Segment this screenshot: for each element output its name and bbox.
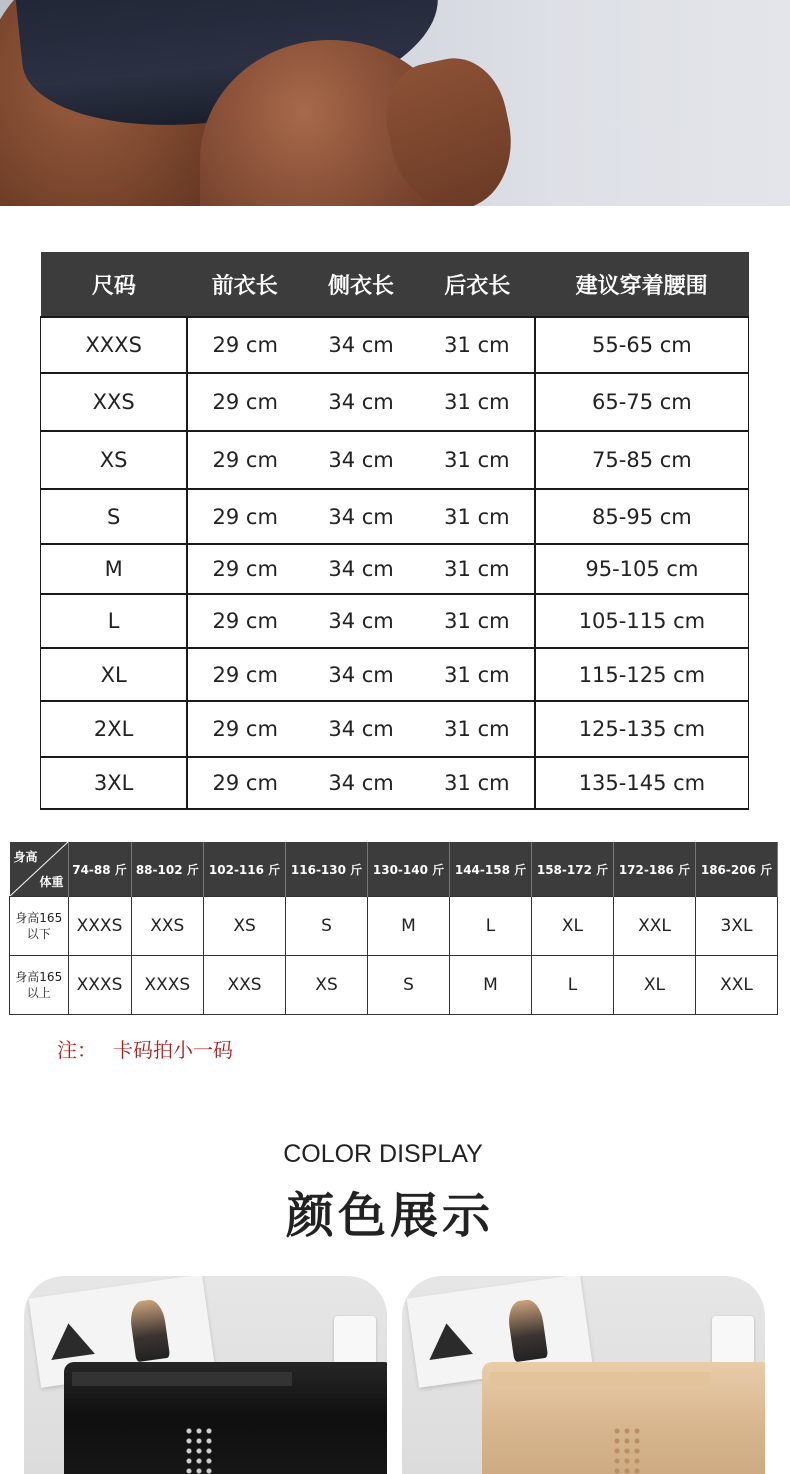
garment-top-band <box>490 1372 710 1386</box>
recommended-size-cell: XL <box>613 956 695 1015</box>
size-chart-header-row <box>41 252 749 317</box>
back-length-cell: 31 cm <box>420 544 535 594</box>
back-length-cell: 31 cm <box>420 317 535 373</box>
front-length-cell: 29 cm <box>187 431 302 489</box>
size-cell: XS <box>41 431 188 489</box>
recommended-size-cell: 3XL <box>695 897 777 956</box>
back-length-cell: 31 cm <box>420 594 535 648</box>
size-row <box>41 544 749 594</box>
front-length-cell: 29 cm <box>187 701 302 757</box>
size-row <box>41 594 749 648</box>
recommended-size-cell: XXL <box>613 897 695 956</box>
corner-weight-label: 体重 <box>39 875 64 889</box>
hook-closure <box>184 1426 214 1474</box>
waist-cell: 55-65 cm <box>535 317 749 373</box>
side-length-cell: 34 cm <box>302 757 420 809</box>
recommended-size-cell: XS <box>204 897 286 956</box>
size-cell: 3XL <box>41 757 188 809</box>
waist-cell: 65-75 cm <box>535 373 749 431</box>
product-card-black <box>24 1276 387 1474</box>
waist-cell: 135-145 cm <box>535 757 749 809</box>
recommended-size-cell: XXXS <box>131 956 204 1015</box>
front-length-cell: 29 cm <box>187 317 302 373</box>
back-length-cell: 31 cm <box>420 648 535 701</box>
note-text: 卡码拍小一码 <box>113 1038 233 1062</box>
side-length-cell: 34 cm <box>302 489 420 544</box>
waist-cell: 75-85 cm <box>535 431 749 489</box>
product-card-nude <box>402 1276 765 1474</box>
size-row <box>41 317 749 373</box>
corner-height-label: 身高 <box>13 850 38 864</box>
back-length-cell: 31 cm <box>420 431 535 489</box>
front-length-cell: 29 cm <box>187 373 302 431</box>
height-row-label <box>10 956 69 1015</box>
waist-cell: 95-105 cm <box>535 544 749 594</box>
back-length-cell: 31 cm <box>420 757 535 809</box>
hero-model-photo <box>0 0 790 206</box>
recommended-size-cell: M <box>450 956 532 1015</box>
back-length-cell: 31 cm <box>420 489 535 544</box>
size-cell: XXS <box>41 373 188 431</box>
weight-range-header: 102-116 斤 <box>204 842 286 897</box>
size-cell: XL <box>41 648 188 701</box>
weight-height-table <box>9 842 778 1015</box>
recommended-size-cell: XXXS <box>68 897 131 956</box>
height-label-line2: 以下 <box>26 927 51 941</box>
height-row <box>10 956 778 1015</box>
weight-range-header: 130-140 斤 <box>368 842 450 897</box>
header-waist: 建议穿着腰围 <box>535 252 749 317</box>
side-length-cell: 34 cm <box>302 317 420 373</box>
waist-cell: 105-115 cm <box>535 594 749 648</box>
waist-cell: 115-125 cm <box>535 648 749 701</box>
weight-range-header: 172-186 斤 <box>613 842 695 897</box>
weight-range-header: 186-206 斤 <box>695 842 777 897</box>
hook-closure <box>612 1426 642 1474</box>
height-label-line1: 身高165 <box>15 970 63 984</box>
size-chart-table <box>40 252 749 810</box>
weight-header-row <box>10 842 778 897</box>
side-length-cell: 34 cm <box>302 373 420 431</box>
recommended-size-cell: XXXS <box>68 956 131 1015</box>
height-row-label <box>10 897 69 956</box>
weight-range-header: 116-130 斤 <box>286 842 368 897</box>
size-cell: M <box>41 544 188 594</box>
color-display-title-en: COLOR DISPLAY <box>283 1140 483 1168</box>
size-row <box>41 701 749 757</box>
back-length-cell: 31 cm <box>420 701 535 757</box>
height-label-line1: 身高165 <box>15 911 63 925</box>
size-row <box>41 757 749 809</box>
weight-range-header: 74-88 斤 <box>68 842 131 897</box>
recommended-size-cell: XXL <box>695 956 777 1015</box>
side-length-cell: 34 cm <box>302 431 420 489</box>
front-length-cell: 29 cm <box>187 648 302 701</box>
garment-top-band <box>72 1372 292 1386</box>
size-cell: 2XL <box>41 701 188 757</box>
header-size: 尺码 <box>41 252 188 317</box>
recommended-size-cell: XXS <box>131 897 204 956</box>
note-prefix: 注： <box>57 1038 97 1062</box>
size-cell: XXXS <box>41 317 188 373</box>
recommended-size-cell: S <box>286 897 368 956</box>
header-front-length: 前衣长 <box>187 252 302 317</box>
recommended-size-cell: XL <box>531 897 613 956</box>
front-length-cell: 29 cm <box>187 489 302 544</box>
corner-cell <box>10 842 69 897</box>
size-note <box>57 1034 233 1063</box>
recommended-size-cell: S <box>368 956 450 1015</box>
weight-range-header: 144-158 斤 <box>450 842 532 897</box>
height-label-line2: 以上 <box>26 986 51 1000</box>
size-cell: L <box>41 594 188 648</box>
side-length-cell: 34 cm <box>302 648 420 701</box>
size-row <box>41 373 749 431</box>
side-length-cell: 34 cm <box>302 701 420 757</box>
recommended-size-cell: L <box>450 897 532 956</box>
weight-range-header: 158-172 斤 <box>531 842 613 897</box>
size-row <box>41 489 749 544</box>
recommended-size-cell: XS <box>286 956 368 1015</box>
front-length-cell: 29 cm <box>187 544 302 594</box>
front-length-cell: 29 cm <box>187 594 302 648</box>
side-length-cell: 34 cm <box>302 544 420 594</box>
weight-range-header: 88-102 斤 <box>131 842 204 897</box>
recommended-size-cell: M <box>368 897 450 956</box>
recommended-size-cell: XXS <box>204 956 286 1015</box>
recommended-size-cell: L <box>531 956 613 1015</box>
color-display-title-cn: 颜色展示 <box>285 1188 494 1244</box>
waist-cell: 85-95 cm <box>535 489 749 544</box>
size-row <box>41 648 749 701</box>
height-row <box>10 897 778 956</box>
front-length-cell: 29 cm <box>187 757 302 809</box>
size-row <box>41 431 749 489</box>
header-back-length: 后衣长 <box>420 252 535 317</box>
side-length-cell: 34 cm <box>302 594 420 648</box>
waist-cell: 125-135 cm <box>535 701 749 757</box>
size-cell: S <box>41 489 188 544</box>
header-side-length: 侧衣长 <box>302 252 420 317</box>
back-length-cell: 31 cm <box>420 373 535 431</box>
